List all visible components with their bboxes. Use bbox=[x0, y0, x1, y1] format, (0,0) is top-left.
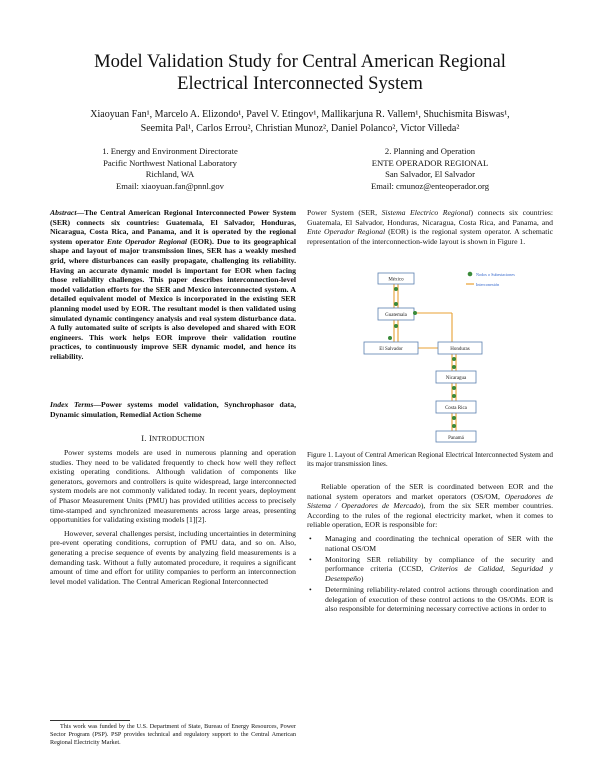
label-honduras: Honduras bbox=[450, 347, 470, 352]
country-boxes bbox=[364, 273, 482, 442]
section-rest: NTRODUCTION bbox=[151, 435, 205, 443]
paper-title bbox=[40, 51, 560, 95]
bullet-2-text-b: ) bbox=[360, 573, 364, 583]
list-item bbox=[307, 534, 553, 553]
label-guatemala: Guatemala bbox=[385, 313, 407, 318]
label-mexico: México bbox=[388, 277, 404, 283]
abstract-dash: — bbox=[76, 208, 85, 217]
section-numeral: I. bbox=[141, 433, 147, 443]
affiliation-1 bbox=[40, 146, 300, 192]
bullet-2-italic: Criterios de Calidad, Seguridad y Desempeño bbox=[325, 564, 553, 583]
right-p1-b: ), from the six SER member countries. According to the rules of the regional electricity market, when it comes to reliable operation, EOR is responsible for: bbox=[307, 501, 553, 530]
footnote-rule bbox=[50, 720, 130, 721]
figure-1-caption: Figure 1. Layout of Central American Regional Electrical Interconnected System and its major transmission lines. bbox=[307, 451, 553, 469]
section-first-letter: I bbox=[148, 433, 152, 443]
abstract-label: Abstract bbox=[50, 208, 77, 217]
right-p1-a: Reliable operation of the SER is coordinated between EOR and the national system operators and market operators (OS/OM, bbox=[307, 482, 553, 501]
figure-1-diagram bbox=[360, 268, 540, 444]
introduction-right-body bbox=[307, 208, 553, 246]
list-item bbox=[307, 585, 553, 614]
authors-line-1: Xiaoyuan Fan¹, Marcelo A. Elizondo¹, Pavel V. Etingov¹, Mallikarjuna R. Vallem¹, Shuchismita Biswas¹, bbox=[90, 109, 510, 120]
label-nicaragua: Nicaragua bbox=[445, 376, 467, 381]
abstract bbox=[50, 208, 296, 362]
right-cont-italic-2: Ente Operador Regional bbox=[307, 227, 386, 237]
intro-paragraph-2: However, several challenges persist, including uncertainties in determining pre-event operating conditions, corruption of PMU data, and so on. Also, generating a precise sequence of events by analyzing field measurements is a demanding task. Without a fully automated procedure, it requires a significant amount of time and effort for utility companies to perform an interconnection level model validation. The Central American Regional Interconnected bbox=[50, 528, 296, 586]
list-item bbox=[307, 555, 553, 584]
right-cont-text-3: (EOR) is the regional system operator. A schematic representation of the interconnection-wide layout is shown in Figure 1. bbox=[307, 227, 553, 246]
affiliation-2-line-3: San Salvador, El Salvador bbox=[385, 169, 475, 180]
right-p1-italic: Operadores de Sistema / Operadores de Mercado bbox=[307, 491, 553, 511]
right-cont-italic-1: Sistema Electrico Regional bbox=[381, 208, 471, 217]
legend-nodes-label: Nodos o Subestaciones bbox=[476, 272, 515, 277]
section-heading-introduction bbox=[50, 433, 296, 443]
legend-interconnection-label: Interconexión bbox=[476, 282, 500, 287]
index-terms-text: —Power systems model validation, Synchrophasor data, Dynamic simulation, Remedial Action Scheme bbox=[50, 400, 296, 419]
bullet-icon: • bbox=[309, 554, 312, 564]
footnote: This work was funded by the U.S. Department of State, Bureau of Energy Resources, Power Sector Program (PSP). PSP provides technical and regulatory support to the Central American Regional Electricity Market. bbox=[50, 723, 296, 746]
right-paragraph-1 bbox=[307, 482, 553, 530]
affiliation-1-line-2: Pacific Northwest National Laboratory bbox=[103, 157, 237, 168]
legend-node-icon bbox=[468, 272, 473, 277]
affiliation-1-email: Email: xiaoyuan.fan@pnnl.gov bbox=[116, 180, 224, 191]
right-body-section bbox=[307, 482, 553, 615]
responsibility-list bbox=[307, 534, 553, 614]
bullet-3-text: Determining reliability-related control actions through coordination and delegation of execution of these control actions to the OS/OMs. EOR is also responsible for determining necessary corrective actions in order to bbox=[325, 584, 553, 614]
affiliation-2 bbox=[300, 146, 560, 192]
affiliation-1-line-1: 1. Energy and Environment Directorate bbox=[102, 146, 238, 156]
bullet-1-text: Managing and coordinating the technical operation of SER with the national OS/OM bbox=[325, 533, 553, 553]
abstract-italic-1: Ente Operador Regional bbox=[106, 236, 188, 246]
bullet-2-text-a: Monitoring SER reliability by compliance of the security and performance criteria (CCSD, bbox=[325, 554, 553, 574]
intro-paragraph-1: Power systems models are used in numerous planning and operation studies. They need to be validated frequently to check how well they reflect existing operating conditions. Although validation of components like generators, governors and controllers is quite widespread, large interconnected system models are not commonly validated today. In recent years, deployment of Phasor Measurement Units (PMU) has provided utilities access to precisely time-stamped and synchronized measurements across large areas, presenting opportunities for validating existing models [1][2]. bbox=[50, 448, 296, 525]
introduction-left-body bbox=[50, 448, 296, 590]
label-el-salvador: El Salvador bbox=[379, 347, 403, 352]
authors-line-2: Seemita Pal¹, Carlos Errou², Christian Munoz², Daniel Polanco², Victor Villeda² bbox=[140, 122, 460, 134]
abstract-text-2: (EOR). Due to its geographical shape and layout of major transmission lines, SER has a weakly meshed grid, where disturbances can easily propagate, challenging its reliability. Having an accurate dynamic model is important for EOR when facing those reliability challenges. This paper describes interconnection-level model validation efforts for the SER and Mexico interconnected system. A detailed equivalent model of Mexico is incorporated in the existing SER planning model used by EOR. The resultant model is then validated using simulated dynamic contingency analysis and real system disturbance data. A fully automated suite of scripts is also developed and shared with EOR engineers. This work helps EOR improve their validation routine practices, to continuously improve SER dynamic model, and hence its reliability. bbox=[50, 236, 296, 361]
label-panama: Panamá bbox=[448, 436, 464, 441]
affiliation-2-line-1: 2. Planning and Operation bbox=[384, 146, 476, 156]
author-list bbox=[40, 108, 560, 135]
bullet-icon: • bbox=[309, 584, 312, 594]
affiliation-2-email: Email: cmunoz@enteoperador.org bbox=[370, 180, 489, 191]
affiliation-2-line-2: ENTE OPERADOR REGIONAL bbox=[371, 157, 489, 168]
index-terms-label: Index Terms bbox=[50, 400, 94, 409]
title-line-1: Model Validation Study for Central American Regional bbox=[94, 51, 506, 72]
abstract-text-1: The Central American Regional Interconnected Power System (SER) connects six countries: Guatemala, El Salvador, Honduras, Nicaragua, Costa Rica, and Panama, and it is operated by the regional system operator bbox=[50, 208, 296, 246]
right-cont-text-1: Power System (SER, bbox=[307, 208, 382, 217]
affiliation-1-line-3: Richland, WA bbox=[145, 169, 195, 180]
bullet-icon: • bbox=[309, 533, 312, 543]
title-line-2: Electrical Interconnected System bbox=[177, 73, 423, 94]
label-costa-rica: Costa Rica bbox=[445, 406, 467, 411]
index-terms bbox=[50, 400, 296, 419]
right-cont-text-2: ) connects six countries: Guatemala, El Salvador, Honduras, Nicaragua, Costa Rica, and Panama, and bbox=[307, 208, 553, 227]
